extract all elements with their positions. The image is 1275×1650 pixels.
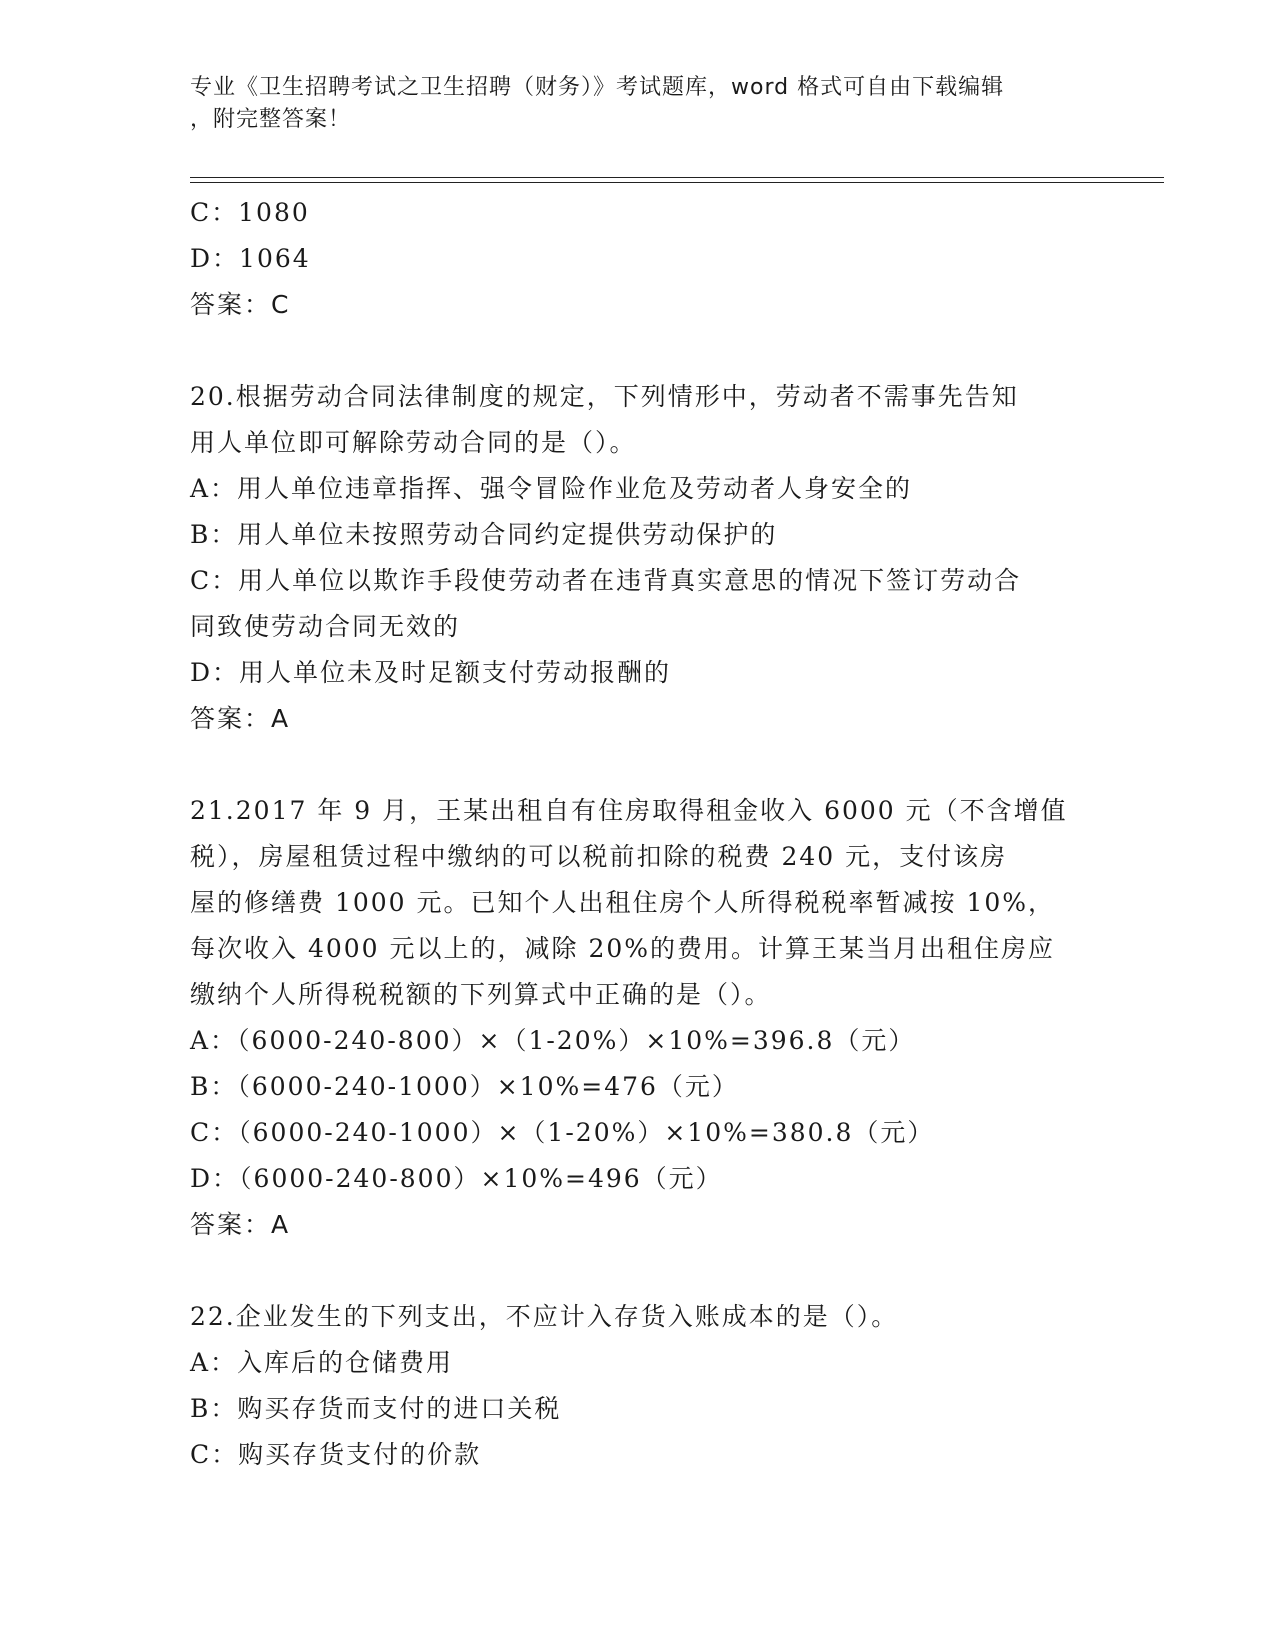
- option-c-continued: 同致使劳动合同无效的: [190, 612, 461, 641]
- question-20: [190, 374, 1090, 742]
- question-stem: 屋的修缮费 1000 元。已知个人出租住房个人所得税税率暂减按 10%，: [190, 888, 1056, 917]
- question-stem: 每次收入 4000 元以上的，减除 20%的费用。计算王某当月出租住房应: [190, 934, 1056, 963]
- option-a: A：用人单位违章指挥、强令冒险作业危及劳动者人身安全的: [190, 474, 913, 503]
- option-c: C：1080: [190, 198, 310, 227]
- option-b: B：（6000-240-1000）×10%=476（元）: [190, 1072, 739, 1101]
- question-stem: 20.根据劳动合同法律制度的规定，下列情形中，劳动者不需事先告知: [190, 382, 1019, 411]
- question-stem: 缴纳个人所得税税额的下列算式中正确的是（）。: [190, 980, 772, 1009]
- answer-line: 答案：A: [190, 1210, 291, 1239]
- header-subtitle-line: ，附完整答案！: [190, 107, 352, 132]
- question-22: [190, 1294, 1090, 1478]
- option-d: D：（6000-240-800）×10%=496（元）: [190, 1164, 723, 1193]
- question-spacer: [190, 1248, 1090, 1294]
- header-divider-bottom: [190, 182, 1164, 183]
- question-list: [190, 190, 1090, 1478]
- option-d: D：用人单位未及时足额支付劳动报酬的: [190, 658, 672, 687]
- answer-line: 答案：C: [190, 290, 291, 319]
- question-stem: 税），房屋租赁过程中缴纳的可以税前扣除的税费 240 元，支付该房: [190, 842, 1008, 871]
- option-c: C：（6000-240-1000）×（1-20%）×10%=380.8（元）: [190, 1118, 935, 1147]
- question-stem: 21.2017 年 9 月，王某出租自有住房取得租金收入 6000 元（不含增值: [190, 796, 1068, 825]
- question-stem: 用人单位即可解除劳动合同的是（）。: [190, 428, 637, 457]
- question-21: [190, 788, 1090, 1248]
- option-a: A：（6000-240-800）×（1-20%）×10%=396.8（元）: [190, 1026, 916, 1055]
- header-title-line: 专业《卫生招聘考试之卫生招聘（财务）》考试题库，word 格式可自由下载编辑: [190, 75, 1005, 100]
- question-19-tail: [190, 190, 1090, 328]
- answer-line: 答案：A: [190, 704, 291, 733]
- question-stem: 22.企业发生的下列支出，不应计入存货入账成本的是（）。: [190, 1302, 899, 1331]
- option-b: B：用人单位未按照劳动合同约定提供劳动保护的: [190, 520, 778, 549]
- header-divider-top: [190, 177, 1164, 178]
- option-c: C：购买存货支付的价款: [190, 1440, 482, 1469]
- option-a: A：入库后的仓储费用: [190, 1348, 454, 1377]
- option-c: C：用人单位以欺诈手段使劳动者在违背真实意思的情况下签订劳动合: [190, 566, 1022, 595]
- option-d: D：1064: [190, 244, 311, 273]
- document-header: [190, 72, 1090, 136]
- option-b: B：购买存货而支付的进口关税: [190, 1394, 562, 1423]
- question-spacer: [190, 742, 1090, 788]
- question-spacer: [190, 328, 1090, 374]
